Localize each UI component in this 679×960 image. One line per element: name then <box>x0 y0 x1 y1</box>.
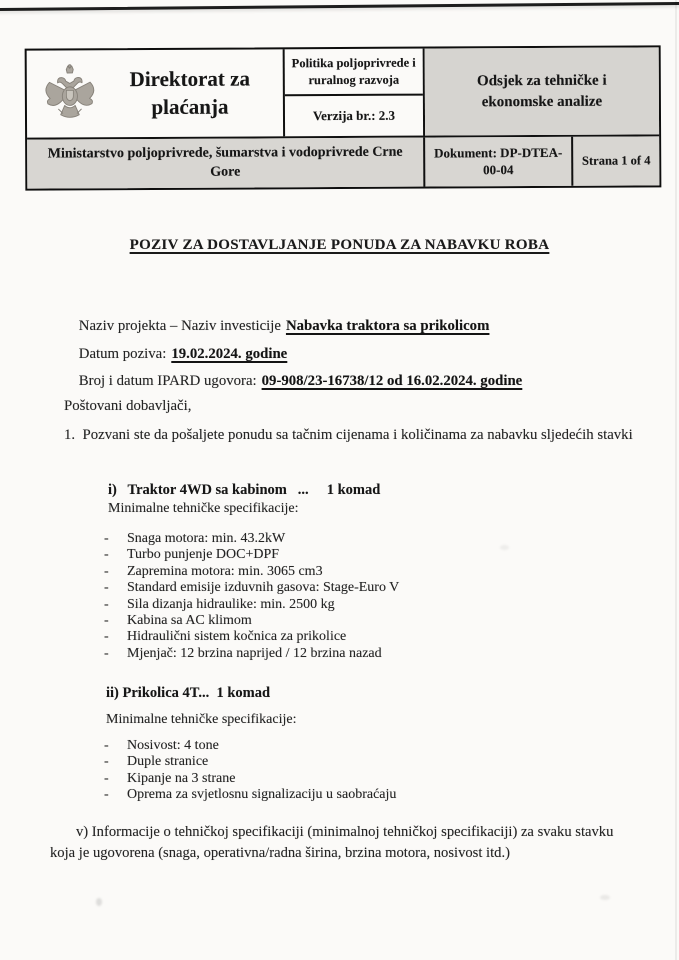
scan-edge-line <box>0 2 679 11</box>
document-ref-cell: Dokument: DP-DTEA-00-04 <box>425 137 573 187</box>
directorate-cell <box>27 49 285 137</box>
scan-noise <box>600 895 610 900</box>
bullet-dash: - <box>104 754 109 770</box>
policy-label: Politika poljoprivrede i ruralnog razvoja <box>285 49 423 97</box>
page-ref-cell: Strana 1 of 4 <box>581 153 651 168</box>
note-v-paragraph: v) Informacije o tehničkoj specifikaciji (minimalnoj tehničkoj specifikaciji) za svaku stavku koja je ugovorena (snaga, operativna/radna širina, brzina motora, nosivost itd.) <box>50 824 614 861</box>
spec-item <box>104 613 399 629</box>
ministry-label: Ministarstvo poljoprivrede, šumarstva i vodoprivrede Crne Gore <box>47 144 403 180</box>
department-label: Odsjek za tehničke i ekonomske analize <box>476 72 607 110</box>
point-1-text: 1. Pozvani ste da pošaljete ponudu sa tačnim cijenama i količinama za nabavku sljedećih stavki <box>64 427 633 443</box>
bullet-dash: - <box>104 738 109 753</box>
document-title: POZIV ZA DOSTAVLJANJE PONUDA ZA NABAVKU ROBA <box>129 237 550 253</box>
spec-text: Zapremina motora: min. 3065 cm3 <box>127 563 323 579</box>
spec-item <box>104 580 399 596</box>
bullet-dash: - <box>104 596 109 612</box>
spec-item <box>104 787 396 803</box>
section-1-spec-list <box>104 531 399 662</box>
spec-item <box>104 754 396 770</box>
spec-text: Turbo punjenje DOC+DPF <box>127 547 280 563</box>
header-row-1 <box>27 47 659 139</box>
coat-of-arms-svg <box>41 61 99 127</box>
spec-text: Kipanje na 3 strane <box>127 770 236 786</box>
spec-text: Standard emisije izduvnih gasova: Stage-Euro V <box>127 580 400 596</box>
spec-item <box>104 738 396 754</box>
bullet-dash: - <box>104 531 109 546</box>
scan-noise <box>500 545 509 550</box>
call-date-value: 19.02.2024. godine <box>171 346 288 362</box>
department-cell <box>425 47 659 135</box>
bullet-dash: - <box>104 580 109 596</box>
bullet-dash: - <box>104 547 109 563</box>
spec-item <box>104 771 396 787</box>
project-name-label: Naziv projekta – Naziv investicije <box>78 318 281 334</box>
section-2-heading: ii) Prikolica 4T... 1 komad <box>106 685 271 701</box>
spec-text: Sila dizanja hidraulike: min. 2500 kg <box>127 596 335 612</box>
section-2-specs-title: Minimalne tehničke specifikacije: <box>106 712 297 727</box>
spec-item <box>104 646 399 662</box>
bullet-dash: - <box>104 613 109 629</box>
policy-version-cell <box>285 49 425 137</box>
contract-number-label: Broj i datum IPARD ugovora: <box>78 373 257 389</box>
spec-text: Kabina sa AC klimom <box>127 613 252 629</box>
salutation: Poštovani dobavljači, <box>64 398 192 414</box>
spec-item <box>104 597 399 613</box>
scan-noise <box>96 898 102 906</box>
project-name-value: Nabavka traktora sa prikolicom <box>285 318 490 334</box>
section-1-heading: i) Traktor 4WD sa kabinom ... 1 komad <box>108 482 381 498</box>
spec-item <box>104 629 399 645</box>
call-date-label: Datum poziva: <box>78 346 167 362</box>
bullet-dash: - <box>104 770 109 786</box>
spec-text: Mjenjač: 12 brzina naprijed / 12 brzina nazad <box>127 645 382 661</box>
spec-text: Duple stranice <box>127 754 209 770</box>
bullet-dash: - <box>104 629 109 645</box>
scan-edge-shade <box>675 0 677 960</box>
directorate-title: Direktorat za plaćanja <box>129 66 251 119</box>
header-table <box>25 45 662 190</box>
spec-item <box>104 547 399 563</box>
bullet-dash: - <box>104 563 109 579</box>
section-2-spec-list <box>104 738 396 804</box>
spec-item <box>104 531 399 547</box>
header-row-2 <box>27 136 659 188</box>
montenegro-coat-of-arms-icon <box>35 61 105 127</box>
bullet-dash: - <box>104 645 109 661</box>
spec-text: Oprema za svjetlosnu signalizaciju u saobraćaju <box>127 787 397 803</box>
contract-number-value: 09-908/23-16738/12 od 16.02.2024. godine <box>261 373 523 389</box>
bullet-dash: - <box>104 787 109 803</box>
spec-item <box>104 564 399 580</box>
spec-text: Nosivost: 4 tone <box>127 738 219 753</box>
ministry-cell <box>27 138 425 189</box>
section-1-specs-title: Minimalne tehničke specifikacije: <box>108 501 299 516</box>
spec-text: Snaga motora: min. 43.2kW <box>127 531 286 546</box>
spec-text: Hidraulični sistem kočnica za prikolice <box>127 629 347 645</box>
version-label: Verzija br.: 2.3 <box>312 107 396 124</box>
